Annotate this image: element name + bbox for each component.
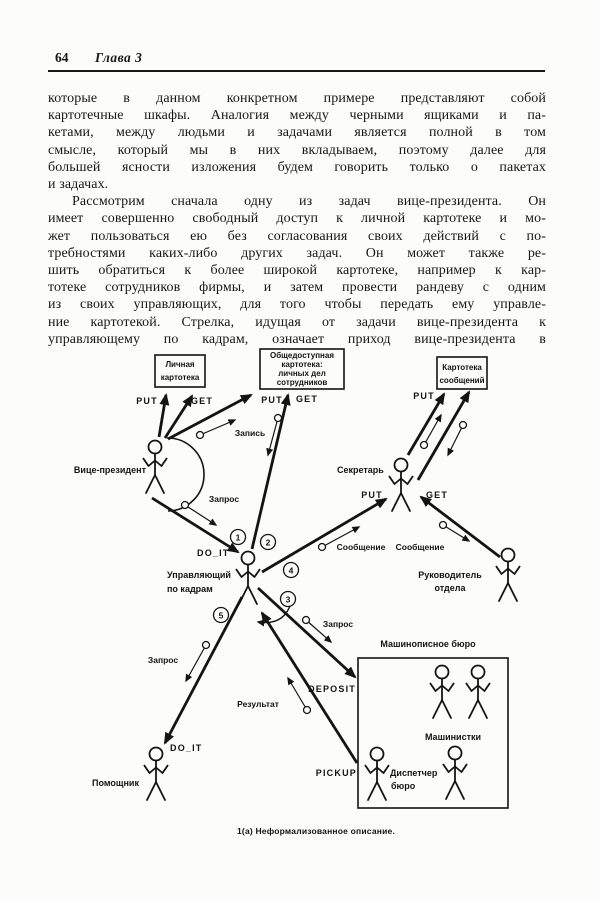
label-deposit: DEPOSIT: [308, 684, 356, 694]
stick-figure-typist-3: [443, 747, 467, 800]
text-line: требностями каких-либо других задач. Он может также ре-: [48, 245, 546, 261]
arrow-vp-get-personal: [165, 396, 192, 438]
diagram-canvas: [0, 345, 600, 845]
label-get-personal: GET: [190, 396, 214, 406]
label-typists: Машинистки: [424, 732, 482, 742]
tail-dot: [182, 502, 189, 509]
stick-figure-personnel-manager: [236, 552, 260, 605]
body-text: [48, 90, 546, 348]
text-line: из своих управляющих, для того чтобы передать ему управле-: [48, 297, 546, 313]
label-assistant: Помощник: [92, 778, 139, 788]
chapter-title: Глава 3: [95, 50, 143, 65]
tail-dot: [440, 522, 447, 529]
figure-caption: 1(а) Неформализованное описание.: [236, 826, 396, 836]
arrow-vp-put-personal: [159, 395, 166, 437]
stick-figure-dispatcher: [365, 748, 389, 801]
label-message-right: Сообщение: [395, 542, 445, 552]
stick-figure-typist-1: [430, 666, 454, 719]
arrow-vp-doit-mgr: [152, 498, 238, 552]
tail-dot: [275, 415, 282, 422]
text-line: Рассмотрим сначала одну из задач вице-президента. Он: [72, 194, 546, 210]
label-secretary: Секретарь: [337, 465, 384, 475]
label-typing-bureau: Машинописное бюро: [380, 639, 476, 649]
arrow-zapis-up: [200, 420, 235, 435]
label-zapis: Запись: [234, 428, 266, 438]
label-dept-head-line1: Руководитель: [418, 570, 482, 580]
arrow-mgr-put-sec: [262, 499, 386, 572]
text-line: большей ясности изложения будем говорить только о пакетах: [48, 159, 546, 175]
page-number: 64: [55, 50, 69, 65]
rendezvous-arc-vp: [167, 438, 204, 511]
text-line: тотеке сотрудников фирмы, и затем провести рандеву с одним: [48, 280, 546, 296]
label-zapros-vp: Запрос: [208, 494, 240, 504]
step-2: [261, 535, 276, 550]
box-public-file: [260, 349, 344, 389]
arrow-mgr-get-public: [252, 395, 288, 549]
text-line: шить обратиться к более широкой картотеке, например к кар-: [48, 263, 546, 279]
stick-figure-assistant: [144, 748, 168, 801]
box-public-line3: личных дел: [278, 369, 326, 378]
text-line: ние картотекой. Стрелка, идущая от задачи вице-президента к: [48, 314, 546, 330]
text-line: и задачах.: [48, 177, 109, 193]
stick-figure-typist-2: [466, 666, 490, 719]
label-put-messages: PUT: [413, 391, 435, 401]
label-doit-manager: DO_IT: [197, 548, 230, 558]
label-zapros-bureau: Запрос: [322, 619, 354, 629]
arrow-messages-thin-down: [448, 425, 463, 455]
label-dispatcher-line1: Диспетчер: [390, 768, 438, 778]
tail-dot: [203, 642, 210, 649]
label-put-public: PUT: [261, 395, 283, 405]
label-message-left: Сообщение: [336, 542, 386, 552]
step-5: [214, 608, 229, 623]
label-dept-head-line2: отдела: [434, 583, 466, 593]
label-put-secretary: PUT: [361, 490, 383, 500]
header-rule: [48, 70, 545, 72]
text-line: картотечные шкафы. Аналогия между черными ящиками и па-: [48, 108, 546, 124]
tail-dot: [319, 544, 326, 551]
thin-arrows: [185, 415, 469, 710]
tail-dot: [460, 422, 467, 429]
label-doit-assistant: DO_IT: [170, 743, 203, 753]
box-personal-line2: картотека: [160, 373, 200, 382]
tail-dot: [304, 707, 311, 714]
page-header: [48, 50, 545, 72]
stick-figure-vice-president: [143, 441, 167, 494]
stick-figure-secretary: [389, 459, 413, 512]
step-5-label: 5: [218, 610, 224, 621]
box-personal-line1: Личная: [165, 360, 195, 369]
text-line: жет пользоваться ею без согласования своих действий с по-: [48, 228, 546, 244]
tail-dot: [197, 432, 204, 439]
thin-arrow-tails: [182, 415, 467, 714]
arrow-result: [288, 678, 307, 710]
box-messages-line2: сообщений: [439, 376, 485, 385]
step-4: [284, 563, 299, 578]
label-get-secretary: GET: [425, 490, 449, 500]
typing-bureau: [358, 639, 508, 808]
box-public-line2: картотека:: [281, 360, 323, 369]
step-1-label: 1: [235, 532, 241, 543]
label-pickup: PICKUP: [315, 768, 357, 778]
arrow-mgr-doit-assistant: [165, 597, 242, 743]
text-line: управляющему по кадрам, означает приход вице-президента в: [48, 331, 546, 347]
label-vice-president: Вице-президент: [73, 465, 146, 475]
step-1: [231, 530, 246, 545]
box-public-line4: сотрудников: [276, 378, 328, 387]
box-message-file: [437, 357, 487, 389]
step-3-label: 3: [285, 594, 291, 605]
box-messages-line1: Картотека: [442, 363, 482, 372]
tail-dot: [421, 442, 428, 449]
label-personnel-manager-line1: Управляющий: [167, 570, 231, 580]
label-result: Результат: [237, 699, 279, 709]
arrow-message-right: [443, 525, 469, 541]
label-zapros-assistant: Запрос: [147, 655, 179, 665]
label-dispatcher-line2: бюро: [391, 781, 416, 791]
arrow-messages-thin-up: [424, 415, 441, 445]
arrow-sec-get-messages: [418, 392, 469, 480]
tail-dot: [303, 617, 310, 624]
label-personnel-manager-line2: по кадрам: [167, 584, 213, 594]
text-line: которые в данном конкретном примере представляют собой: [48, 91, 546, 106]
text-line: смысле, который мы в них вкладываем, поэтому далее для: [48, 142, 546, 158]
label-get-public: GET: [295, 394, 319, 404]
label-put-personal: PUT: [136, 396, 158, 406]
arrow-zapros-assistant: [186, 645, 206, 681]
box-personal-file: [155, 355, 205, 387]
step-3: [281, 592, 296, 607]
text-line: имеет совершенно свободный доступ к личной картотеке и мо-: [48, 211, 546, 227]
step-4-label: 4: [288, 565, 294, 576]
text-line: кетами, между людьми и задачами является полной в том: [48, 125, 546, 141]
box-public-line1: Общедоступная: [269, 351, 335, 360]
figure-informal-description: [0, 345, 600, 845]
step-2-label: 2: [265, 537, 271, 548]
arrow-mgr-deposit-bureau: [258, 588, 355, 677]
